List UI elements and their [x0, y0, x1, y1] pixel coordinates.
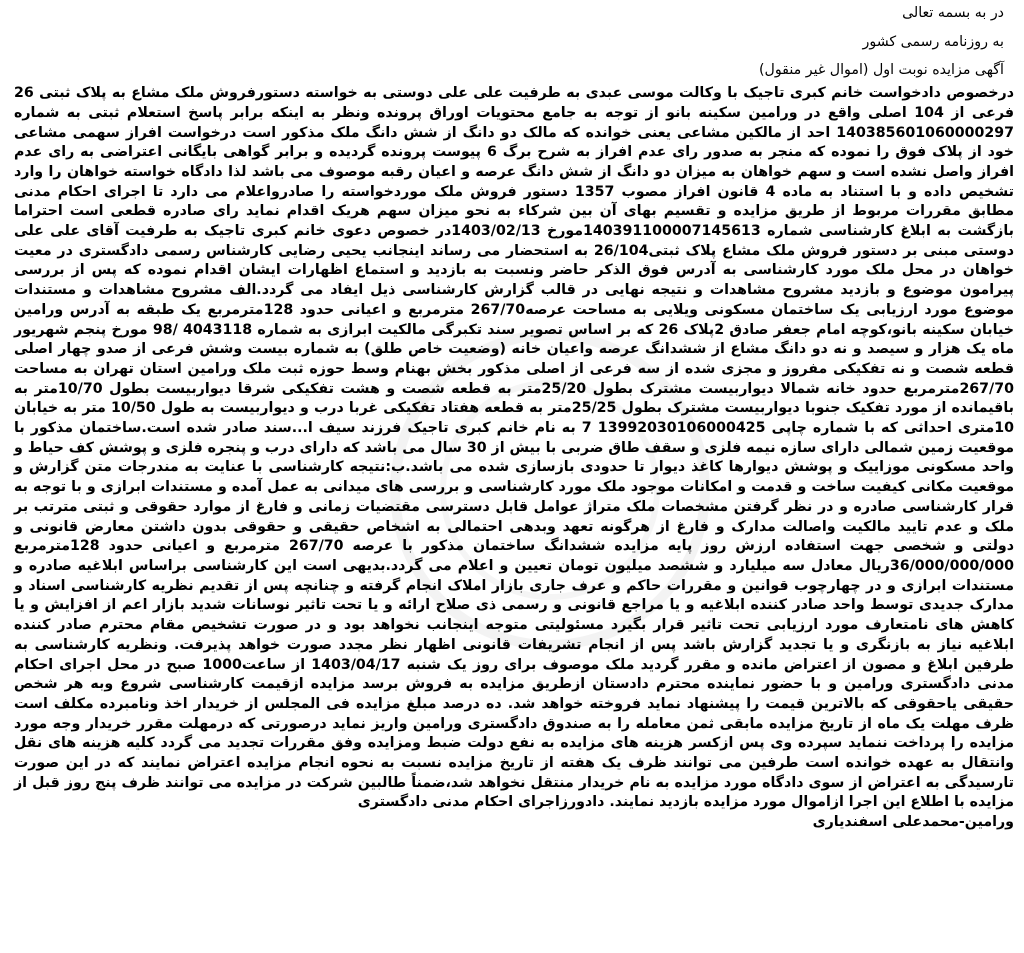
auction-notice-document	[14, 4, 1014, 833]
notice-body: درخصوص دادخواست خانم کبری تاجیک با وکالت موسی عبدی به طرفیت علی علی دوستی به خواسته دستورفروش ملک مشاع به پلاک ثبتی 26 فرعی از 104 اصلی واقع در ورامین سکینه بانو از توجه به جامع محتویات اوراق پرونده ونظر به اینکه برابر پاسخ استعلام ثبتی به شماره 140385601060000297 احد از مالکین مشاعی یعنی خوانده که مالک دو دانگ از شش دانگ ملک مذکور است درخواست افراز سهمی مشاعی خود از پلاک فوق را نموده که منجر به صدور رای عدم افراز به شرح برگ 6 پیوست پرونده گردیده و برابر گواهی بایگانی اعتراضی به رای عدم افراز واصل نشده است و سهم خواهان به میزان دو دانگ از شش دانگ عرصه و اعیان رقبه موصوف می باشد لذا دادگاه خواسته خواهان را وارد تشخیص داده و با استناد به ماده 4 قانون افراز مصوب 1357 دستور فروش ملک موردخواسته را صادرواعلام می دارد تا اجرای احکام مدنی مطابق مقررات مربوط از طریق مزایده و تقسیم بهای آن بین شرکاء به نحو میزان سهم هریک اقدام نماید رای صادره قطعی است احتراما بازگشت به ابلاغ کارشناسی شماره 140391100007145613مورخ 1403/02/13در خصوص دعوی خانم کبری تاجیک به طرفیت آقای علی علی دوستی مبنی بر دستور فروش ملک مشاع پلاک ثبتی26/104 به استحضار می رساند اینجانب یحیی رضایی کارشناس رسمی دادگستری در معیت خواهان در محل ملک مورد کارشناسی به آدرس فوق الذکر حاضر ونسبت به بازدید و استماع اظهارات ایشان اقدام نموده که پس از بررسی پیرامون موضوع و بازدید مشروح مشاهدات و نتیجه نهایی در قالب گزارش کارشناسی ذیل ایفاد می گردد.الف مشروح مشاهدات و مستندات موضوع مورد ارزیابی یک ساختمان مسکونی ویلایی به مساحت عرصه267/70 مترمربع و اعیانی حدود 128مترمربع یک طبقه به آدرس ورامین خیابان سکینه بانو،کوچه امام جعفر صادق 2پلاک 26 که بر اساس تصویر سند تکبرگی مالکیت ابرازی به شماره 4043118 /98 مورخ پنجم شهریور ماه یک هزار و سیصد و نه دو دانگ مشاع از ششدانگ عرصه واعیان خانه (وضعیت خاص طلق) به شماره بیست وشش فرعی از صدو چهار اصلی قطعه شصت و نه تفکیکی مفروز و مجزی شده از سه فرعی از اصلی مذکور بخش بهنام وسط حوزه ثبت ملک ورامین استان تهران به مساحت 267/70مترمربع حدود خانه شمالا دیواربیست مشترک بطول 25/20متر به قطعه شصت و هشت تفکیکی شرقا دیواربیست بطول 10/70متر به باقیمانده از مورد تفکیک جنوبا دیواربیست مشترک بطول 25/25متر به قطعه هفتاد تفکیکی غربا درب و دیواربیست به طول 10/50 متر به خیابان 10متری احداثی که با شماره چاپی 13992030106000425 7 به نام خانم کبری تاجیک فرزند سیف ا...سند صادر شده است.ساختمان مذکور با موقعیت زمین شمالی دارای سازه نیمه فلزی و سقف طاق ضربی با بیش از 30 سال می باشد که دارای درب و پنجره فلزی و پوشش کف حیاط و واحد مسکونی موزاییک و پوشش دیوارها کاغذ دیوار تا حدودی بازسازی شده می باشد.ب:نتیجه کارشناسی با عنایت به مندرجات متن گزارش و موقعیت مکانی کیفیت ساخت و قدمت و امکانات موجود ملک مورد کارشناسی و بررسی های میدانی به عمل آمده و مستندات ابرازی و با توجه به قرار کارشناسی صادره و در نظر گرفتن مشخصات ملک متراژ عوامل قابل دسترسی مقتضیات زمانی و فارغ از موارد حقوقی و ثبتی مترتب بر ملک و عدم تایید مالکیت واصالت مدارک و فارغ از هرگونه تعهد وبدهی احتمالی به اشخاص حقیقی و حقوقی بدون داشتن معارض قانونی و دولتی و شخصی جهت استفاده ارزش روز پایه مزایده ششدانگ ساختمان مذکور با عرصه 267/70 مترمربع و اعیانی حدود 128مترمربع 36/000/000/000ریال معادل سه میلیارد و ششصد میلیون تومان تعیین و اعلام می گردد.بدیهی است این کارشناسی براساس ابلاغیه صادره و مستندات ابرازی و در چهارچوب قوانین و مقررات حاکم و عرف جاری بازار املاک انجام گرفته و چنانچه پس از تقدیم نظریه کارشناسی اسناد و مدارک جدیدی توسط واحد صادر کننده ابلاغیه و یا مراجع قانونی و رسمی ذی صلاح ارائه و یا تحت تاثیر نوسانات شدید بازار اعم از افزایش و یا کاهش های نامتعارف مورد ارزیابی تحت تاثیر قرار بگیرد مسئولیتی متوجه اینجانب نخواهد بود و در صورت تشخیص مقام محترم صادر کننده ابلاغیه نیاز به بازنگری و یا تجدید گزارش باشد پس از انجام تشریفات قانونی اظهار نظر مجدد صورت خواهد پذیرفت. ونظریه کارشناسی به طرفین ابلاغ و مصون از اعتراض مانده و مقرر گردید ملک موصوف برای روز یک شنبه 1403/04/17 از ساعت1000 صبح در محل اجرای احکام مدنی دادگستری ورامین و با حضور نماینده محترم دادستان ازطریق مزایده به فروش برسد مزایده ازقیمت کارشناسی شروع وبه هر شخص حقیقی یاحقوقی که بالاترین قیمت را پیشنهاد نماید فروخته خواهد شد. ده درصد مبلغ مزایده فی المجلس از خریدار اخذ ونامبرده مکلف است ظرف مهلت یک ماه از تاریخ مزایده مابقی ثمن معامله را به صندوق دادگستری ورامین واریز نماید درصورتی که درمهلت مقرر خریدار وجه مورد مزایده را پرداخت ننماید سپرده وی پس ازکسر هزینه های مزایده به نفع دولت ضبط ومزایده وفق مقررات تجدید می گردد کلیه هزینه های نقل وانتقال به عهده خوانده است طرفین می توانند ظرف یک هفته از تاریخ مزایده نسبت به نحوه انجام مزایده اعتراض نمایند که در این صورت تارسیدگی به اعتراض از سوی دادگاه مورد مزایده به نام خریدار منتقل نخواهد شد،ضمناً طالبین شرکت در مزایده می توانند ظرف پنج روز قبل از مزایده با اطلاع این اجرا ازاموال مورد مزایده بازدید نمایند. دادورزاجرای احکام مدنی دادگستری	[14, 85, 1015, 811]
signature-line: ورامین-محمدعلی اسفندیاری	[812, 814, 1014, 831]
invocation-heading: در به بسمه تعالی	[902, 5, 1004, 21]
notice-title: آگهی مزایده نوبت اول (اموال غیر منقول)	[759, 62, 1004, 79]
recipient-heading: به روزنامه رسمی کشور	[862, 33, 1004, 50]
